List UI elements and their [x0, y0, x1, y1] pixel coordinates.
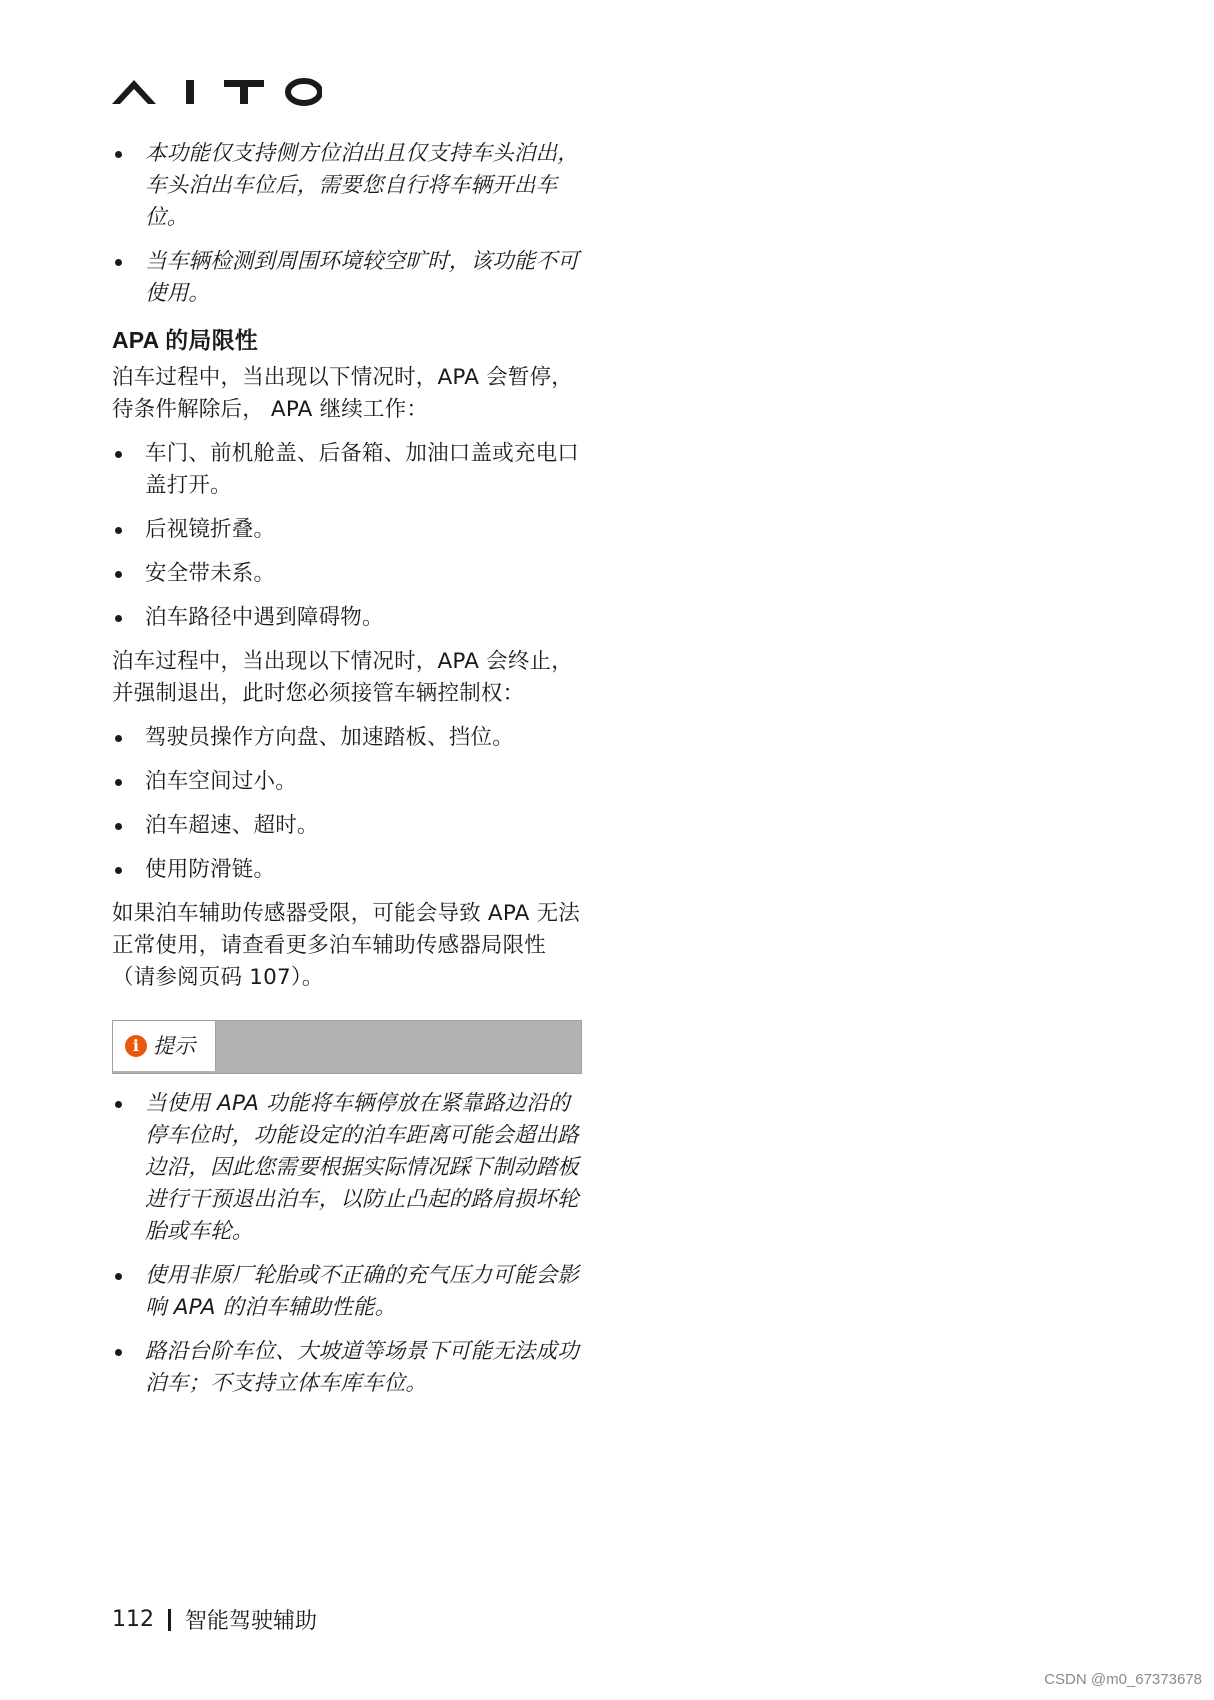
manual-content	[112, 138, 582, 1412]
page-number: 112	[112, 1607, 154, 1632]
intro-bullet-list	[112, 138, 582, 310]
list-item: 本功能仅支持侧方位泊出且仅支持车头泊出，车头泊出车位后，需要您自行将车辆开出车位。	[112, 138, 582, 234]
info-icon: i	[125, 1035, 147, 1057]
tip-label-box	[113, 1021, 216, 1071]
list-item: 后视镜折叠。	[112, 514, 582, 546]
watermark: CSDN @m0_67373678	[1044, 1671, 1202, 1688]
list-item: 安全带未系。	[112, 558, 582, 590]
list-item: 驾驶员操作方向盘、加速踏板、挡位。	[112, 722, 582, 754]
chapter-title: 智能驾驶辅助	[185, 1609, 318, 1634]
page-footer	[112, 1604, 317, 1635]
list-item: 当使用 APA 功能将车辆停放在紧靠路边沿的停车位时，功能设定的泊车距离可能会超出路边沿，因此您需要根据实际情况踩下制动踏板进行干预退出泊车，以防止凸起的路肩损坏轮胎或车轮。	[112, 1088, 582, 1248]
tip-bullet-list	[112, 1088, 582, 1400]
stop-intro-paragraph: 泊车过程中，当出现以下情况时，APA 会终止，并强制退出，此时您必须接管车辆控制权：	[112, 649, 573, 706]
list-item: 当车辆检测到周围环境较空旷时，该功能不可使用。	[112, 246, 582, 310]
aito-logo	[112, 76, 322, 106]
list-item: 路沿台阶车位、大坡道等场景下可能无法成功泊车；不支持立体车库车位。	[112, 1336, 582, 1400]
footer-divider	[168, 1609, 171, 1631]
list-item: 使用非原厂轮胎或不正确的充气压力可能会影响 APA 的泊车辅助性能。	[112, 1260, 582, 1324]
tip-header-bar	[112, 1020, 582, 1074]
list-item: 车门、前机舱盖、后备箱、加油口盖或充电口盖打开。	[112, 438, 582, 502]
pause-intro-paragraph: 泊车过程中，当出现以下情况时，APA 会暂停，待条件解除后， APA 继续工作：	[112, 365, 573, 422]
pause-conditions-list	[112, 438, 582, 634]
sensor-note-paragraph: 如果泊车辅助传感器受限，可能会导致 APA 无法正常使用，请查看更多泊车辅助传感器局限性（请参阅页码 107）。	[112, 901, 580, 990]
list-item: 泊车路径中遇到障碍物。	[112, 602, 582, 634]
list-item: 泊车超速、超时。	[112, 810, 582, 842]
list-item: 泊车空间过小。	[112, 766, 582, 798]
list-item: 使用防滑链。	[112, 854, 582, 886]
tip-label: 提示	[153, 1034, 196, 1058]
section-title: APA 的局限性	[112, 327, 258, 353]
stop-conditions-list	[112, 722, 582, 886]
